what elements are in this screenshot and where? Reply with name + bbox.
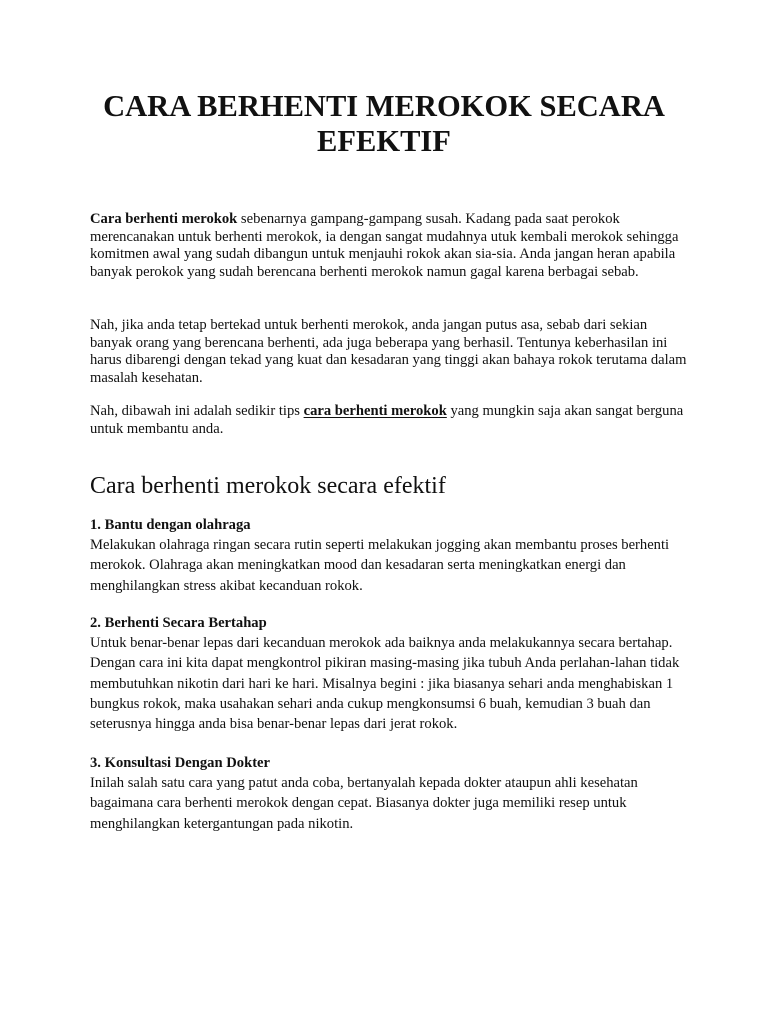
tip-title: 3. Konsultasi Dengan Dokter bbox=[90, 755, 271, 771]
intro-text: sebenarnya gampang-gampang susah. Kadang pada saat perokok merencanakan untuk berhenti merokok, ia dengan sangat mudahnya utuk kembali merokok sehingga komitmen awal yang sudah dibangun untuk menjauhi rokok akan sia-sia. Anda jangan heran apabila banyak perokok yang sudah berencana berhenti merokok namun gagal karena berbagai sebab. bbox=[90, 211, 679, 280]
paragraph-3 bbox=[90, 403, 690, 438]
tip-item-2 bbox=[90, 613, 690, 734]
tip-body: Melakukan olahraga ringan secara rutin seperti melakukan jogging akan membantu proses berhenti merokok. Olahraga akan meningkatkan mood dan kesadaran serta meningkatkan energi dan menghilangkan stress akibat kecanduan rokok. bbox=[90, 537, 670, 594]
paragraph-2: Nah, jika anda tetap bertekad untuk berhenti merokok, anda jangan putus asa, sebab dari sekian banyak orang yang berencana berhenti, ada juga beberapa yang berhasil. Tentunya keberhasilan ini harus dibarengi dengan tekad yang kuat dan kesadaran yang tinggi akan bahaya rokok terutama dalam masalah kesehatan. bbox=[90, 317, 687, 386]
tip-title: 1. Bantu dengan olahraga bbox=[90, 517, 251, 533]
title-line-2: EFEKTIF bbox=[317, 124, 451, 158]
page-title bbox=[90, 89, 678, 159]
title-line-1: CARA BERHENTI MEROKOK SECARA bbox=[103, 89, 665, 123]
tip-item-1 bbox=[90, 515, 690, 596]
tip-body: Inilah salah satu cara yang patut anda coba, bertanyalah kepada dokter ataupun ahli kesehatan bagaimana cara berhenti merokok dengan cepat. Biasanya dokter juga memiliki resep untuk menghilangkan ketergantungan pada nikotin. bbox=[90, 775, 638, 832]
paragraph-3-after: yang mungkin saja akan sangat berguna untuk membantu anda. bbox=[90, 403, 684, 437]
intro-paragraph bbox=[90, 211, 690, 281]
paragraph-3-before: Nah, dibawah ini adalah sedikir tips bbox=[90, 403, 304, 419]
intro-bold-lead: Cara berhenti merokok bbox=[90, 211, 238, 227]
cara-berhenti-merokok-link[interactable]: cara berhenti merokok bbox=[303, 403, 447, 419]
tip-title: 2. Berhenti Secara Bertahap bbox=[90, 615, 267, 631]
tip-body: Untuk benar-benar lepas dari kecanduan merokok ada baiknya anda melakukannya secara bertahap. Dengan cara ini kita dapat mengkontrol pikiran masing-masing jika tubuh Anda perlahan-lahan tidak membutuhkan nikotin dari hari ke hari. Misalnya begini : jika biasanya sehari anda menghabiskan 1 bungkus rokok, maka usahakan sehari anda cukup mengkonsumsi 6 buah, kemudian 3 buah dan seterusnya hingga anda bisa benar-benar lepas dari jerat rokok. bbox=[90, 635, 680, 733]
section-heading: Cara berhenti merokok secara efektif bbox=[90, 473, 446, 499]
tip-item-3 bbox=[90, 753, 690, 834]
